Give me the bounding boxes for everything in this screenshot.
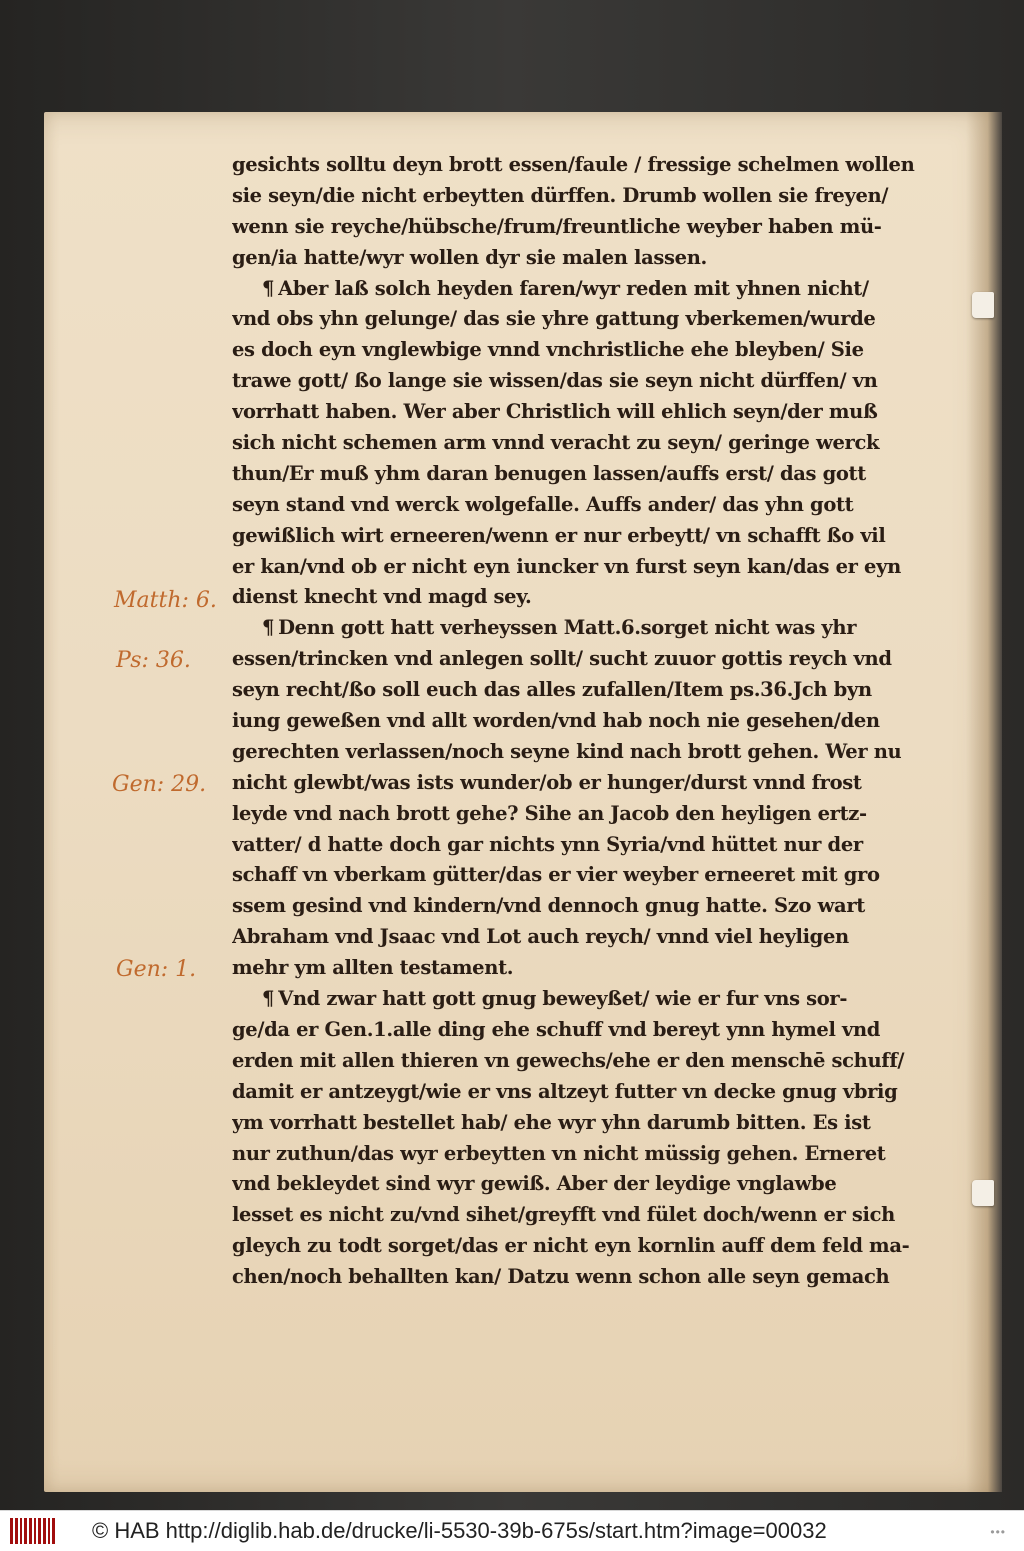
text-line: gewißlich wirt erneeren/wenn er nur erbeytt/ vn schafft ßo vil — [232, 523, 886, 547]
page-gutter — [966, 112, 1002, 1492]
text-line: schaff vn vberkam gütter/das er vier weyber erneeret mit gro — [232, 863, 880, 887]
text-line: gleych zu todt sorget/das er nicht eyn kornlin auff dem feld ma- — [232, 1234, 910, 1258]
text-line: dienst knecht vnd magd sey. — [232, 585, 532, 609]
text-line: trawe gott/ ßo lange sie wissen/das sie seyn nicht dürffen/ vn — [232, 369, 878, 393]
text-line: Denn gott hatt verheyssen Matt.6.sorget nicht was yhr — [278, 616, 857, 640]
pilcrow-icon: ¶ — [262, 987, 275, 1011]
text-line: es doch eyn vnglewbige vnnd vnchristliche ehe bleyben/ Sie — [232, 338, 864, 362]
pilcrow-icon: ¶ — [262, 276, 275, 300]
text-line: wenn sie reyche/hübsche/frum/freuntliche weyber haben mü- — [232, 214, 882, 238]
text-line: Aber laß solch heyden faren/wyr reden mit yhnen nicht/ — [278, 276, 869, 300]
footer-bar — [0, 1510, 1024, 1551]
text-line: lesset es nicht zu/vnd sihet/greyfft vnd fület doch/wenn er sich — [232, 1203, 895, 1227]
text-line: iung geweßen vnd allt worden/vnd hab noch nie gesehen/den — [232, 709, 880, 733]
page-tab-marker — [972, 292, 994, 318]
margin-note: Gen: 1. — [116, 957, 197, 982]
copyright-url: © HAB http://diglib.hab.de/drucke/li-5530-39b-675s/start.htm?image=00032 — [92, 1518, 827, 1543]
text-line: erden mit allen thieren vn gewechs/ehe er den menschē schuff/ — [232, 1048, 905, 1072]
text-line: ssem gesind vnd kindern/vnd dennoch gnug hatte. Szo wart — [232, 894, 865, 918]
text-line: vnd obs yhn gelunge/ das sie yhre gattung vberkemen/wurde — [232, 307, 876, 331]
text-line: gen/ia hatte/wyr wollen dyr sie malen lassen. — [232, 245, 707, 269]
text-line: vatter/ d hatte doch gar nichts ynn Syria/vnd hüttet nur der — [232, 832, 863, 856]
page-tab-marker — [972, 1180, 994, 1206]
hab-logo-icon — [10, 1518, 60, 1544]
text-line: Abraham vnd Jsaac vnd Lot auch reych/ vnnd viel heyligen — [232, 925, 849, 949]
text-line: mehr ym allten testament. — [232, 956, 514, 980]
text-line: gesichts solltu deyn brott essen/faule / fressige schelmen wollen — [232, 153, 915, 176]
margin-note: Ps: 36. — [116, 648, 191, 673]
text-line: er kan/vnd ob er nicht eyn iuncker vn furst seyn kan/das er eyn — [232, 554, 901, 578]
text-line: leyde vnd nach brott gehe? Sihe an Jacob den heyligen ertz- — [232, 801, 867, 825]
more-dots-icon: ••• — [990, 1525, 1006, 1539]
page-text — [232, 150, 922, 1293]
text-line: seyn recht/ßo soll euch das alles zufallen/Item ps.36.Jch byn — [232, 678, 872, 702]
margin-note: Matth: 6. — [114, 588, 217, 613]
text-line: vorrhatt haben. Wer aber Christlich will ehlich seyn/der muß — [232, 400, 878, 424]
text-line: sich nicht schemen arm vnnd veracht zu seyn/ geringe werck — [232, 431, 880, 455]
text-line: vnd bekleydet sind wyr gewiß. Aber der leydige vnglawbe — [232, 1172, 837, 1196]
text-line: ge/da er Gen.1.alle ding ehe schuff vnd bereyt ynn hymel vnd — [232, 1017, 881, 1041]
text-line: chen/noch behallten kan/ Datzu wenn schon alle seyn gemach — [232, 1265, 890, 1289]
text-line: seyn stand vnd werck wolgefalle. Auffs ander/ das yhn gott — [232, 492, 854, 516]
text-line-paragraph-start — [232, 984, 922, 1015]
text-line: ym vorrhatt bestellet hab/ ehe wyr yhn darumb bitten. Es ist — [232, 1110, 871, 1134]
text-line: essen/trincken vnd anlegen sollt/ sucht zuuor gottis reych vnd — [232, 647, 892, 671]
text-line: sie seyn/die nicht erbeytten dürffen. Drumb wollen sie freyen/ — [232, 183, 889, 207]
text-line: thun/Er muß yhm daran benugen lassen/auffs erst/ das gott — [232, 461, 866, 485]
text-line-paragraph-start — [232, 613, 922, 644]
text-line: gerechten verlassen/noch seyne kind nach brott gehen. Wer nu — [232, 739, 902, 763]
margin-note: Gen: 29. — [112, 772, 207, 797]
text-line-paragraph-start — [232, 274, 922, 305]
text-line: nicht glewbt/was ists wunder/ob er hunger/durst vnnd frost — [232, 770, 862, 794]
text-line: damit er antzeygt/wie er vns altzeyt futter vn decke gnug vbrig — [232, 1079, 898, 1103]
text-line: Vnd zwar hatt gott gnug beweyßet/ wie er fur vns sor- — [278, 987, 848, 1011]
text-line: nur zuthun/das wyr erbeytten vn nicht müssig gehen. Erneret — [232, 1141, 886, 1165]
pilcrow-icon: ¶ — [262, 616, 275, 640]
